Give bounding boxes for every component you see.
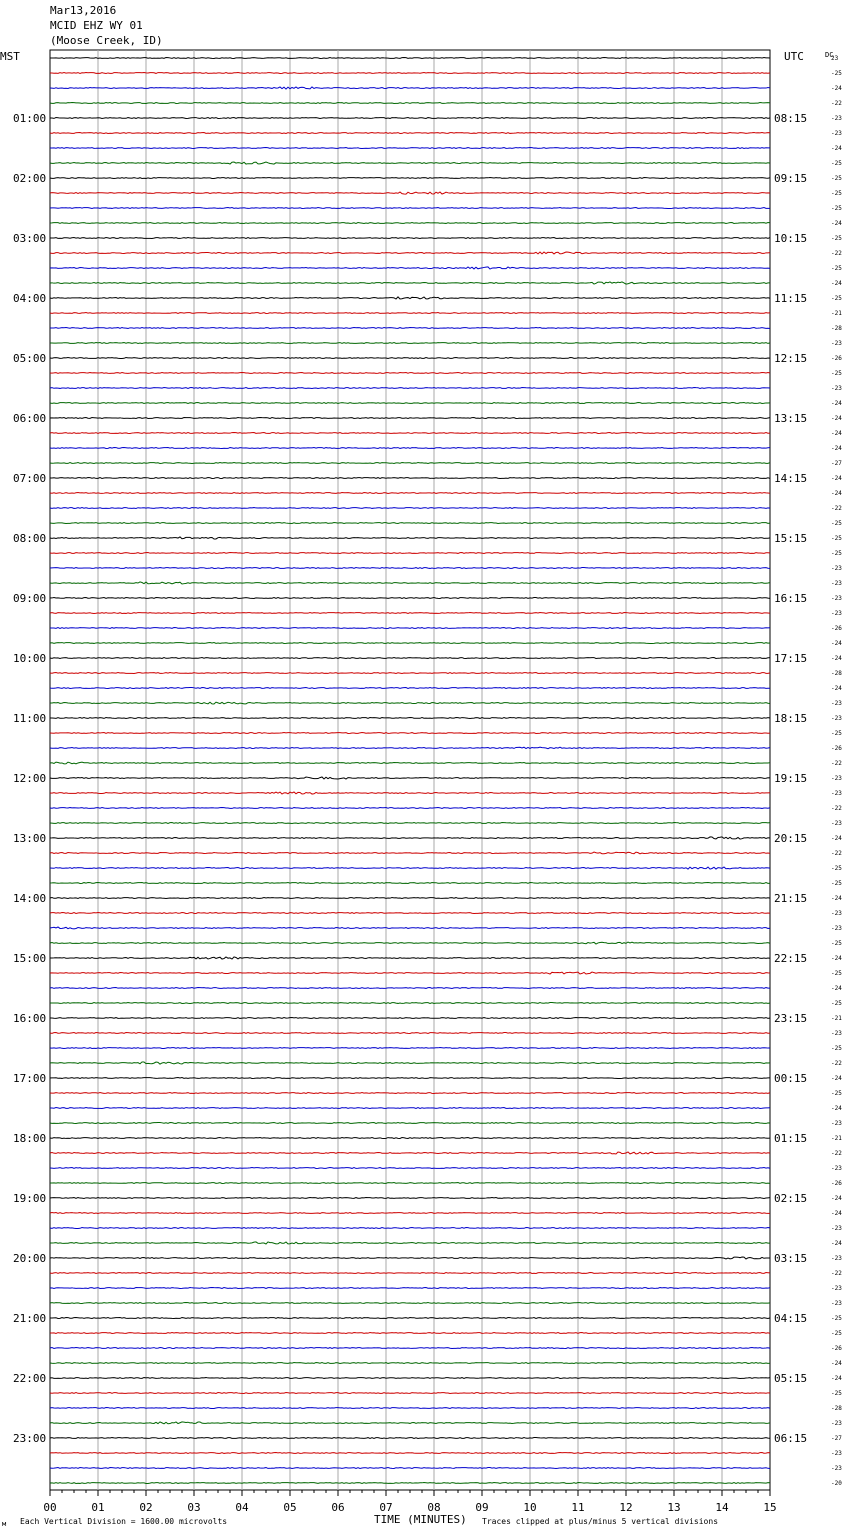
trace-row — [50, 282, 770, 284]
mst-hour-label: 22:00 — [13, 1372, 47, 1385]
trace-row — [50, 1378, 770, 1379]
dc-offset-label: -25 — [831, 235, 842, 242]
trace-row — [50, 1108, 770, 1109]
mst-hour-label: 10:00 — [13, 652, 47, 665]
dc-offset-label: -25 — [831, 175, 842, 182]
trace-row — [50, 537, 770, 539]
dc-offset-label: -25 — [831, 1045, 842, 1052]
dc-offset-label: -24 — [831, 430, 842, 437]
mst-hour-label: 04:00 — [13, 292, 47, 305]
x-tick-label: 07 — [379, 1501, 393, 1514]
trace-row — [50, 643, 770, 644]
utc-hour-label: 00:15 — [774, 1072, 808, 1085]
mst-hour-label: 02:00 — [13, 172, 47, 185]
dc-offset-label: -23 — [831, 115, 842, 122]
dc-offset-label: -25 — [831, 1330, 842, 1337]
trace-row — [50, 208, 770, 209]
dc-offset-label: -23 — [831, 1165, 842, 1172]
trace-row — [50, 403, 770, 404]
trace-row — [50, 523, 770, 524]
trace-row — [50, 582, 770, 584]
dc-offset-label: -24 — [831, 955, 842, 962]
utc-hour-label: 18:15 — [774, 712, 808, 725]
dc-offset-label: -21 — [831, 1015, 842, 1022]
trace-row — [50, 87, 770, 89]
trace-row — [50, 628, 770, 629]
trace-row — [50, 192, 770, 194]
trace-row — [50, 1033, 770, 1034]
mst-hour-label: 16:00 — [13, 1012, 47, 1025]
trace-row — [50, 718, 770, 719]
utc-hour-label: 04:15 — [774, 1312, 808, 1325]
dc-offset-label: -23 — [831, 715, 842, 722]
dc-offset-label: -25 — [831, 295, 842, 302]
trace-row — [50, 1468, 770, 1469]
mst-hour-label: 20:00 — [13, 1252, 47, 1265]
dc-offset-label: -24 — [831, 835, 842, 842]
trace-row — [50, 508, 770, 509]
trace-row — [50, 252, 770, 254]
dc-offset-label: -23 — [831, 775, 842, 782]
dc-offset-label: -23 — [831, 925, 842, 932]
trace-row — [50, 358, 770, 359]
dc-offset-label: -25 — [831, 970, 842, 977]
utc-hour-label: 14:15 — [774, 472, 808, 485]
trace-row — [50, 1228, 770, 1229]
utc-hour-label: 21:15 — [774, 892, 808, 905]
mst-hour-label: 01:00 — [13, 112, 47, 125]
trace-row — [50, 1198, 770, 1199]
x-tick-label: 02 — [139, 1501, 153, 1514]
x-tick-label: 11 — [571, 1501, 585, 1514]
trace-row — [50, 1393, 770, 1394]
trace-row — [50, 1138, 770, 1139]
mst-axis-label: MST — [0, 50, 20, 63]
mst-hour-label: 05:00 — [13, 352, 47, 365]
trace-row — [50, 1483, 770, 1484]
dc-offset-label: -24 — [831, 655, 842, 662]
dc-offset-label: -23 — [831, 610, 842, 617]
trace-row — [50, 988, 770, 989]
dc-offset-label: -25 — [831, 880, 842, 887]
x-tick-label: 04 — [235, 1501, 249, 1514]
x-tick-label: 13 — [667, 1501, 681, 1514]
mst-hour-label: 07:00 — [13, 472, 47, 485]
dc-offset-label: -25 — [831, 190, 842, 197]
trace-row — [50, 673, 770, 674]
dc-offset-label: -25 — [831, 1000, 842, 1007]
dc-offset-label: -23 — [831, 595, 842, 602]
dc-offset-label: -24 — [831, 985, 842, 992]
trace-row — [50, 1257, 770, 1259]
dc-offset-label: -24 — [831, 415, 842, 422]
dc-offset-label: -23 — [831, 1285, 842, 1292]
dc-offset-label: -24 — [831, 1195, 842, 1202]
trace-row — [50, 957, 770, 959]
dc-offset-label: -26 — [831, 625, 842, 632]
dc-offset-label: -27 — [831, 460, 842, 467]
dc-offset-label: -23 — [831, 1450, 842, 1457]
trace-row — [50, 927, 770, 929]
dc-offset-label: -23 — [831, 820, 842, 827]
dc-offset-label: -26 — [831, 355, 842, 362]
dc-offset-label: -22 — [831, 1060, 842, 1067]
dc-offset-label: -23 — [831, 1465, 842, 1472]
dc-offset-label: -24 — [831, 220, 842, 227]
trace-row — [50, 553, 770, 554]
dc-offset-label: -24 — [831, 1240, 842, 1247]
dc-offset-label: -22 — [831, 100, 842, 107]
mst-hour-label: 06:00 — [13, 412, 47, 425]
trace-row — [50, 478, 770, 479]
dc-offset-label: -23 — [831, 385, 842, 392]
trace-row — [50, 837, 770, 839]
trace-row — [50, 297, 770, 299]
utc-hour-label: 16:15 — [774, 592, 808, 605]
x-tick-label: 15 — [763, 1501, 777, 1514]
utc-hour-label: 10:15 — [774, 232, 808, 245]
dc-offset-label: -28 — [831, 670, 842, 677]
utc-hour-label: 06:15 — [774, 1432, 808, 1445]
utc-hour-label: 03:15 — [774, 1252, 808, 1265]
dc-offset-label: -23 — [831, 790, 842, 797]
trace-row — [50, 493, 770, 494]
x-tick-label: 00 — [43, 1501, 57, 1514]
trace-row — [50, 942, 770, 944]
trace-row — [50, 433, 770, 434]
corner-mark: м — [2, 1520, 7, 1528]
dc-offset-label: -25 — [831, 550, 842, 557]
seismic-traces — [50, 58, 770, 1484]
dc-offset-label: -21 — [831, 1135, 842, 1142]
x-tick-label: 14 — [715, 1501, 729, 1514]
trace-row — [50, 808, 770, 809]
dc-offset-label: -24 — [831, 1210, 842, 1217]
trace-row — [50, 162, 770, 164]
dc-offset-label: -25 — [831, 940, 842, 947]
trace-row — [50, 1018, 770, 1019]
utc-hour-label: 22:15 — [774, 952, 808, 965]
trace-row — [50, 1242, 770, 1244]
station-location: (Moose Creek, ID) — [50, 34, 163, 47]
dc-offset-label: -22 — [831, 805, 842, 812]
x-tick-label: 09 — [475, 1501, 489, 1514]
trace-row — [50, 688, 770, 689]
mst-hour-label: 12:00 — [13, 772, 47, 785]
dc-offset-label: -25 — [831, 535, 842, 542]
station-code: MCID EHZ WY 01 — [50, 19, 143, 32]
utc-hour-label: 09:15 — [774, 172, 808, 185]
dc-offset-label: -22 — [831, 760, 842, 767]
trace-row — [50, 1078, 770, 1079]
utc-hour-label: 20:15 — [774, 832, 808, 845]
x-tick-label: 01 — [91, 1501, 105, 1514]
dc-offset-label: -26 — [831, 745, 842, 752]
trace-row — [50, 913, 770, 914]
dc-offset-label: -25 — [831, 370, 842, 377]
dc-offset-label: -20 — [831, 1480, 842, 1487]
dc-offset-label: -23 — [831, 1255, 842, 1262]
dc-offset-label: -23 — [831, 1300, 842, 1307]
dc-offset-label: -25 — [831, 70, 842, 77]
trace-row — [50, 1003, 770, 1004]
utc-hour-label: 23:15 — [774, 1012, 808, 1025]
trace-row — [50, 1273, 770, 1274]
utc-hour-label: 11:15 — [774, 292, 808, 305]
mst-hour-label: 11:00 — [13, 712, 47, 725]
trace-row — [50, 463, 770, 464]
mst-hour-label: 08:00 — [13, 532, 47, 545]
dc-offset-label: -22 — [831, 505, 842, 512]
mst-hour-label: 18:00 — [13, 1132, 47, 1145]
trace-row — [50, 73, 770, 74]
trace-row — [50, 328, 770, 329]
dc-offset-label: -23 — [831, 1030, 842, 1037]
dc-offset-label: -23 — [831, 1420, 842, 1427]
dc-offset-label: -22 — [831, 850, 842, 857]
trace-row — [50, 1438, 770, 1439]
dc-offset-label: -24 — [831, 1075, 842, 1082]
utc-hour-label: 12:15 — [774, 352, 808, 365]
utc-hour-label: 17:15 — [774, 652, 808, 665]
trace-row — [50, 418, 770, 419]
dc-offset-label: -23 — [831, 910, 842, 917]
x-tick-label: 08 — [427, 1501, 441, 1514]
dc-offset-label: -25 — [831, 520, 842, 527]
trace-row — [50, 1408, 770, 1409]
dc-offset-label: -24 — [831, 490, 842, 497]
dc-offset-label: -26 — [831, 1180, 842, 1187]
trace-row — [50, 448, 770, 449]
utc-axis-label: UTC — [784, 50, 804, 63]
trace-row — [50, 598, 770, 599]
trace-row — [50, 1213, 770, 1214]
trace-row — [50, 133, 770, 134]
dc-offset-label: -25 — [831, 265, 842, 272]
dc-offset-label: -23 — [831, 1120, 842, 1127]
dc-offset-label: -27 — [831, 1435, 842, 1442]
clip-note: Traces clipped at plus/minus 5 vertical divisions — [482, 1517, 719, 1526]
dc-offset-label: -24 — [831, 1360, 842, 1367]
trace-row — [50, 267, 770, 269]
x-tick-label: 10 — [523, 1501, 537, 1514]
trace-row — [50, 747, 770, 749]
trace-row — [50, 1363, 770, 1364]
mst-hour-label: 15:00 — [13, 952, 47, 965]
dc-offset-label: -24 — [831, 85, 842, 92]
dc-offset-label: -24 — [831, 280, 842, 287]
trace-row — [50, 568, 770, 569]
trace-row — [50, 1422, 770, 1424]
trace-row — [50, 883, 770, 884]
x-axis-title: TIME (MINUTES) — [374, 1513, 467, 1526]
mst-hour-label: 13:00 — [13, 832, 47, 845]
mst-hour-label: 14:00 — [13, 892, 47, 905]
trace-row — [50, 178, 770, 179]
dc-offset-label: -23 — [831, 700, 842, 707]
axis-labels — [13, 55, 842, 1514]
utc-hour-label: 13:15 — [774, 412, 808, 425]
dc-offset-label: -24 — [831, 1105, 842, 1112]
dc-offset-label: -25 — [831, 865, 842, 872]
trace-row — [50, 373, 770, 374]
x-tick-label: 06 — [331, 1501, 345, 1514]
scale-note: Each Vertical Division = 1600.00 microvolts — [20, 1517, 228, 1526]
dc-offset-label: -26 — [831, 1345, 842, 1352]
dc-offset-label: -25 — [831, 730, 842, 737]
dc-offset-label: -24 — [831, 685, 842, 692]
x-tick-label: 12 — [619, 1501, 633, 1514]
dc-offset-label: 23 — [831, 55, 839, 62]
mst-hour-label: 23:00 — [13, 1432, 47, 1445]
utc-hour-label: 19:15 — [774, 772, 808, 785]
trace-row — [50, 1183, 770, 1184]
dc-offset-label: -22 — [831, 250, 842, 257]
plot-frame — [50, 50, 770, 1490]
trace-row — [50, 702, 770, 704]
trace-row — [50, 658, 770, 659]
trace-row — [50, 313, 770, 314]
trace-row — [50, 1168, 770, 1169]
grid-lines — [50, 50, 770, 1490]
dc-offset-label: -25 — [831, 160, 842, 167]
dc-offset-label: -25 — [831, 1390, 842, 1397]
trace-row — [50, 1048, 770, 1049]
trace-row — [50, 972, 770, 974]
trace-row — [50, 1093, 770, 1094]
trace-row — [50, 148, 770, 149]
utc-hour-label: 05:15 — [774, 1372, 808, 1385]
record-date: Mar13,2016 — [50, 4, 117, 17]
dc-offset-label: -25 — [831, 1090, 842, 1097]
dc-offset-label: -22 — [831, 1270, 842, 1277]
trace-row — [50, 103, 770, 104]
mst-hour-label: 17:00 — [13, 1072, 47, 1085]
trace-row — [50, 118, 770, 119]
trace-row — [50, 898, 770, 899]
trace-row — [50, 1152, 770, 1154]
dc-offset-label: -28 — [831, 1405, 842, 1412]
trace-row — [50, 1348, 770, 1349]
dc-offset-label: -28 — [831, 325, 842, 332]
trace-row — [50, 58, 770, 59]
trace-row — [50, 867, 770, 869]
x-tick-label: 03 — [187, 1501, 201, 1514]
trace-row — [50, 1062, 770, 1064]
dc-offset-label: -24 — [831, 895, 842, 902]
dc-offset-label: -23 — [831, 1225, 842, 1232]
dc-header-label: DC — [825, 51, 834, 59]
trace-row — [50, 762, 770, 764]
mst-hour-label: 03:00 — [13, 232, 47, 245]
dc-offset-label: -23 — [831, 340, 842, 347]
dc-offset-label: -25 — [831, 1315, 842, 1322]
utc-hour-label: 01:15 — [774, 1132, 808, 1145]
dc-offset-label: -24 — [831, 145, 842, 152]
dc-offset-label: -24 — [831, 400, 842, 407]
trace-row — [50, 1123, 770, 1124]
trace-row — [50, 343, 770, 344]
trace-row — [50, 223, 770, 224]
trace-row — [50, 1453, 770, 1454]
trace-row — [50, 613, 770, 614]
dc-offset-label: -23 — [831, 565, 842, 572]
trace-row — [50, 388, 770, 389]
trace-row — [50, 792, 770, 794]
utc-hour-label: 15:15 — [774, 532, 808, 545]
mst-hour-label: 19:00 — [13, 1192, 47, 1205]
mst-hour-label: 09:00 — [13, 592, 47, 605]
trace-row — [50, 1288, 770, 1289]
utc-hour-label: 02:15 — [774, 1192, 808, 1205]
dc-offset-label: -24 — [831, 445, 842, 452]
utc-hour-label: 08:15 — [774, 112, 808, 125]
trace-row — [50, 1303, 770, 1304]
trace-row — [50, 1318, 770, 1319]
trace-row — [50, 777, 770, 779]
dc-offset-label: -24 — [831, 640, 842, 647]
dc-offset-label: -23 — [831, 580, 842, 587]
dc-offset-label: -21 — [831, 310, 842, 317]
dc-offset-label: -24 — [831, 475, 842, 482]
trace-row — [50, 238, 770, 239]
x-tick-label: 05 — [283, 1501, 297, 1514]
mst-hour-label: 21:00 — [13, 1312, 47, 1325]
trace-row — [50, 733, 770, 734]
dc-offset-label: -22 — [831, 1150, 842, 1157]
dc-offset-label: -25 — [831, 205, 842, 212]
trace-row — [50, 1333, 770, 1334]
trace-row — [50, 852, 770, 854]
trace-row — [50, 823, 770, 824]
dc-offset-label: -24 — [831, 1375, 842, 1382]
dc-offset-label: -23 — [831, 130, 842, 137]
